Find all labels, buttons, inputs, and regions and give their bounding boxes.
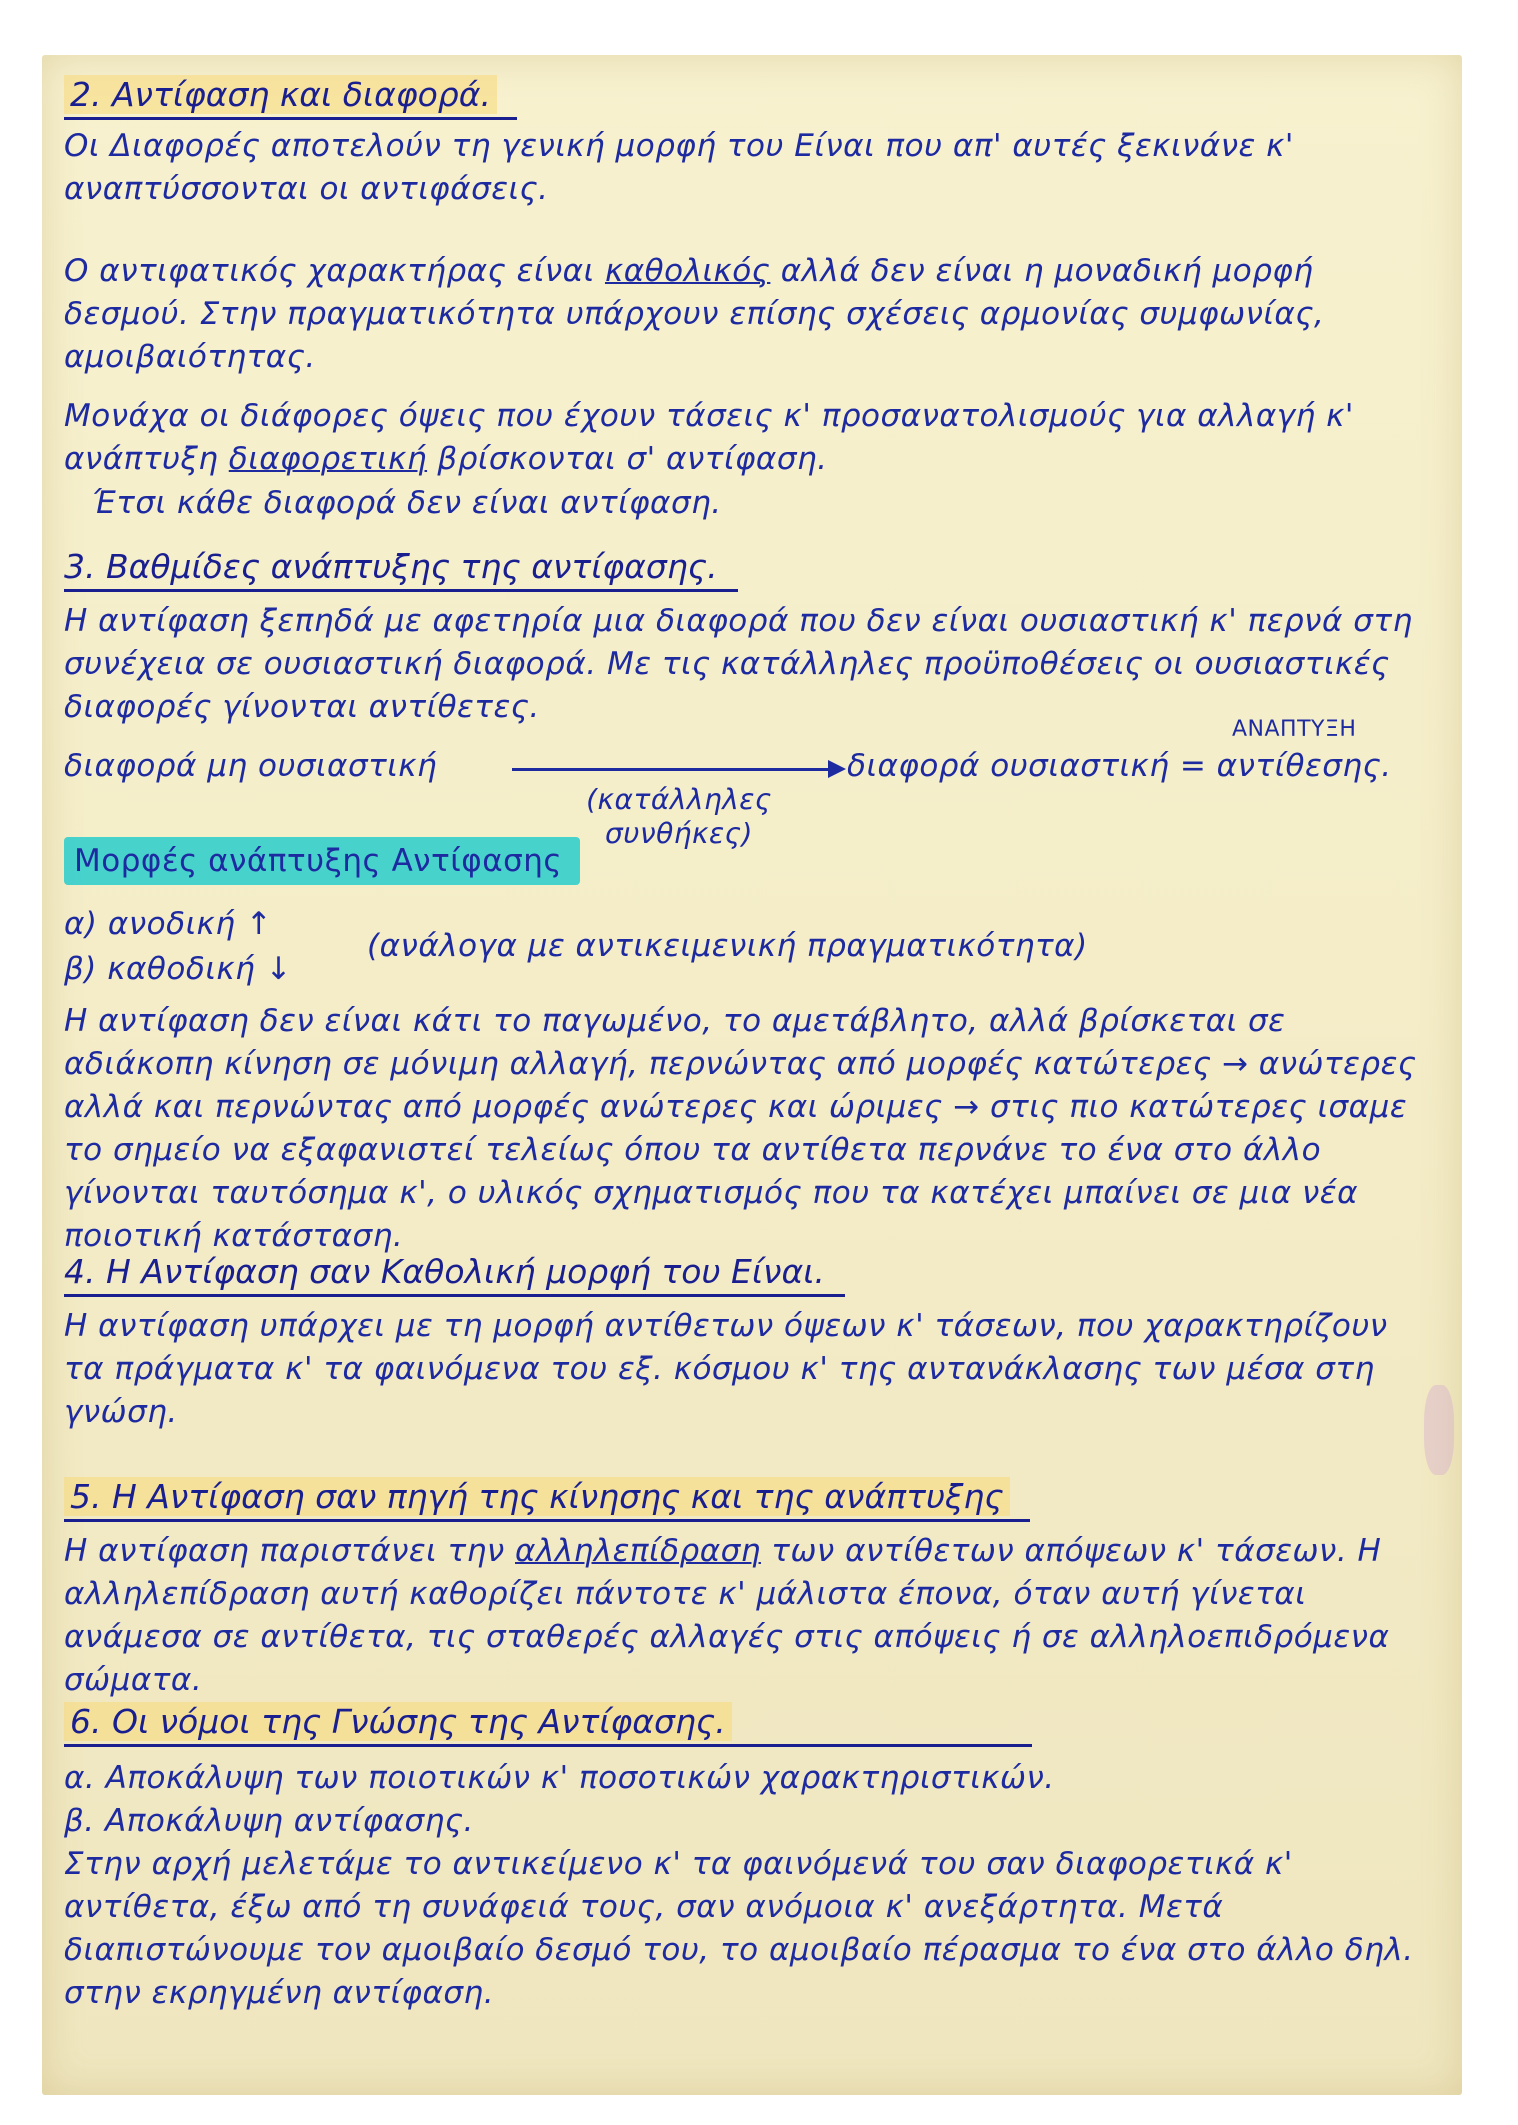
section-2-title [64,73,517,120]
section-2-p2-start: Ο αντιφατικός χαρακτήρας είναι [64,253,605,289]
section-2-p2-end: αλλά δεν είναι η μοναδική μορφή δεσμού. Στην πραγματικότητα υπάρχουν επίσης σχέσεις αρμονίας συμφωνίας, αμοιβαιότητας. [64,253,1325,375]
section-6-item-b: β. Αποκάλυψη αντίφασης. [64,1803,474,1839]
section-2-paragraph-1: Οι Διαφορές αποτελούν τη γενική μορφή του Είναι που απ' αυτές ξεκινάνε κ' αναπτύσσονται οι αντιφάσεις. [64,128,1294,207]
section-2-title-text: 2. Αντίφαση και διαφορά. [64,75,497,114]
section-5-p-underlined: αλληλεπίδραση [515,1533,761,1569]
section-6-item-a: α. Αποκάλυψη των ποιοτικών κ' ποσοτικών χαρακτηριστικών. [64,1760,1055,1796]
section-4-title: 4. Η Αντίφαση σαν Καθολική μορφή του Είναι. [64,1250,845,1297]
diagram-left-label: διαφορά μη ουσιαστική [64,748,438,784]
diagram-top-label: ΑΝΑΠΤΥΞΗ [1232,717,1357,742]
section-6-title [64,1700,1032,1747]
section-5-title [64,1475,1030,1522]
section-5-p-start: Η αντίφαση παριστάνει την [64,1533,516,1569]
diagram-right-label: διαφορά ουσιαστική = αντίθεσης. [847,748,1392,784]
section-5-title-text: 5. Η Αντίφαση σαν πηγή της κίνησης και της ανάπτυξης [64,1477,1010,1516]
section-5-p-end: των αντίθετων απόψεων κ' τάσεων. Η αλληλεπίδραση αυτή καθορίζει πάντοτε κ' μάλιστα έπονα, όταν αυτή γίνεται ανάμεσα σε αντίθετα, τις σταθερές αλλαγές στις απόψεις ή σε αλληλοεπιδρόμενα σώματα. [64,1533,1390,1698]
notebook-page [42,55,1462,2095]
section-6-title-text: 6. Οι νόμοι της Γνώσης της Αντίφασης. [64,1702,732,1741]
section-2-p3-underlined: διαφορετική [228,441,428,477]
section-4-paragraph: Η αντίφαση υπάρχει με τη μορφή αντίθετων όψεων κ' τάσεων, που χαρακτηρίζουν τα πράγματα κ' τα φαινόμενα του εξ. κόσμου κ' της αντανάκλασης των μέσα στη γνώση. [64,1308,1388,1430]
section-5-paragraph [64,1530,1422,1702]
section-3-title: 3. Βαθμίδες ανάπτυξης της αντίφασης. [64,545,738,592]
section-2-p3-end: βρίσκονται σ' αντίφαση. [427,441,828,477]
forms-item-upward: α) ανοδική ↑ [64,906,273,942]
section-2-paragraph-3 [64,395,1422,481]
forms-item-downward: β) καθοδική ↓ [64,951,293,987]
diagram-arrow-head-icon [828,760,846,778]
ink-stain [1424,1385,1454,1475]
section-2-paragraph-2 [64,250,1422,379]
forms-title-text: Μορφές ανάπτυξης Αντίφασης [64,837,580,885]
section-2-paragraph-4: Έτσι κάθε διαφορά δεν είναι αντίφαση. [92,485,722,521]
forms-note: (ανάλογα με αντικειμενική πραγματικότητα) [367,928,1088,964]
section-2-p3-start: Μονάχα οι διάφορες όψεις που έχουν τάσεις κ' προσανατολισμούς για αλλαγή κ' ανάπτυξη [64,398,1354,477]
forms-title [64,840,580,883]
diagram-conditions-label: (κατάλληλες συνθήκες) [586,783,772,850]
section-2-p2-underlined: καθολικός [604,253,771,289]
section-3-paragraph: Η αντίφαση ξεπηδά με αφετηρία μια διαφορά που δεν είναι ουσιαστική κ' περνά στη συνέχεια σε ουσιαστική διαφορά. Με τις κατάλληλες προϋποθέσεις οι ουσιαστικές διαφορές γίνονται αντίθετες. [64,603,1413,725]
diagram-arrow-line [512,768,832,771]
forms-paragraph: Η αντίφαση δεν είναι κάτι το παγωμένο, το αμετάβλητο, αλλά βρίσκεται σε αδιάκοπη κίνηση σε μόνιμη αλλαγή, περνώντας από μορφές κατώτερες → ανώτερες αλλά και περνώντας από μορφές ανώτερες και ώριμες → στις πιο κατώτερες ισαμε το σημείο να εξαφανιστεί τελείως όπου τα αντίθετα περνάνε το ένα στο άλλο γίνονται ταυτόσημα κ', ο υλικός σχηματισμός που τα κατέχει μπαίνει σε μια νέα ποιοτική κατάσταση. [64,1003,1417,1254]
section-6-paragraph: Στην αρχή μελετάμε το αντικείμενο κ' τα φαινόμενά του σαν διαφορετικά κ' αντίθετα, έξω από τη συνάφειά τους, σαν ανόμοια κ' ανεξάρτητα. Μετά διαπιστώνουμε τον αμοιβαίο δεσμό του, το αμοιβαίο πέρασμα το ένα στο άλλο δηλ. στην εκρηγμένη αντίφαση. [64,1846,1414,2011]
